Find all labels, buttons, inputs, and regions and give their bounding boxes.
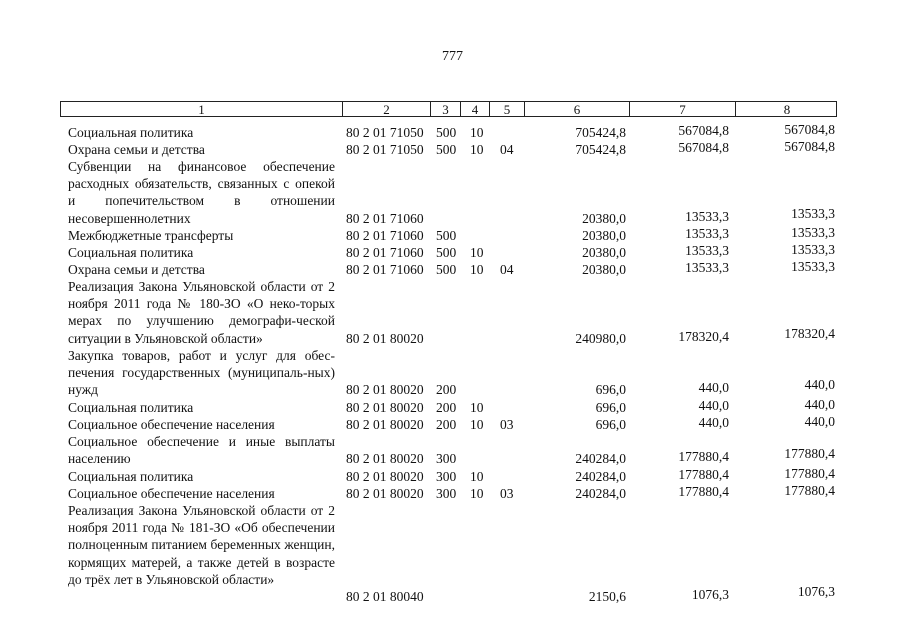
amount-col-8: 13533,3 [791, 242, 835, 257]
row-name: Закупка товаров, работ и услуг для обес-печения государственных (муниципаль-ных) нужд [68, 348, 335, 398]
section-code: 10 [470, 417, 484, 432]
amount-col-7: 13533,3 [685, 226, 729, 241]
row-name: Социальное обеспечение населения [68, 417, 275, 432]
amount-col-6: 705424,8 [575, 142, 626, 157]
section-code: 10 [470, 245, 484, 260]
header-col-4: 4 [460, 102, 489, 116]
section-code: 10 [470, 262, 484, 277]
table-row [0, 416, 905, 433]
expense-type-code: 500 [436, 245, 457, 260]
amount-col-8: 1076,3 [797, 584, 835, 599]
row-name: Субвенции на финансовое обеспечение расходных обязательств, связанных с опекой и попечительством в отношении несовершеннолетних [68, 159, 335, 226]
amount-col-8: 177880,4 [784, 446, 835, 462]
amount-col-6: 696,0 [595, 417, 626, 432]
table-row [0, 158, 905, 227]
expense-type-code: 300 [436, 486, 457, 501]
header-col-7: 7 [629, 102, 735, 116]
table-row [0, 347, 905, 399]
target-article-code: 80 2 01 80020 [346, 486, 424, 501]
target-article-code: 80 2 01 80020 [346, 330, 424, 346]
subsection-code: 04 [500, 142, 514, 157]
amount-col-8: 440,0 [804, 397, 835, 412]
row-name: Межбюджетные трансферты [68, 228, 234, 243]
expense-type-code: 500 [436, 125, 457, 140]
amount-col-6: 696,0 [595, 382, 626, 398]
target-article-code: 80 2 01 80020 [346, 451, 424, 467]
amount-col-6: 20380,0 [582, 262, 626, 277]
amount-col-6: 696,0 [595, 400, 626, 415]
table-row [0, 433, 905, 467]
amount-col-7: 177880,4 [678, 449, 729, 465]
amount-col-7: 177880,4 [678, 467, 729, 482]
subsection-code: 03 [500, 417, 514, 432]
amount-col-7: 13533,3 [685, 260, 729, 275]
row-name: Охрана семьи и детства [68, 142, 205, 157]
row-name: Социальная политика [68, 125, 194, 140]
header-col-1: 1 [198, 102, 205, 117]
header-col-2: 2 [342, 102, 430, 116]
target-article-code: 80 2 01 80020 [346, 400, 424, 415]
target-article-code: 80 2 01 71060 [346, 210, 424, 226]
amount-col-7: 177880,4 [678, 484, 729, 499]
target-article-code: 80 2 01 71060 [346, 245, 424, 260]
section-code: 10 [470, 486, 484, 501]
header-col-5: 5 [489, 102, 524, 116]
target-article-code: 80 2 01 71050 [346, 142, 424, 157]
amount-col-6: 20380,0 [582, 228, 626, 243]
amount-col-7: 567084,8 [678, 140, 729, 155]
table-row [0, 261, 905, 278]
row-name: Социальное обеспечение населения [68, 486, 275, 501]
section-code: 10 [470, 125, 484, 140]
amount-col-7: 440,0 [698, 380, 729, 396]
amount-col-8: 13533,3 [791, 225, 835, 240]
amount-col-7: 13533,3 [685, 243, 729, 258]
row-name: Реализация Закона Ульяновской области от 2 ноября 2011 года № 181-ЗО «Об обеспечении полноценным питанием беременных женщин, кормящих матерей, а также детей в возрасте до трёх лет в Ульяновской области» [68, 503, 335, 587]
row-name: Социальная политика [68, 400, 194, 415]
section-code: 10 [470, 469, 484, 484]
amount-col-7: 178320,4 [678, 328, 729, 344]
amount-col-8: 440,0 [804, 414, 835, 429]
amount-col-6: 240980,0 [575, 330, 626, 346]
target-article-code: 80 2 01 80020 [346, 382, 424, 398]
subsection-code: 04 [500, 262, 514, 277]
header-col-3: 3 [430, 102, 460, 116]
target-article-code: 80 2 01 80020 [346, 469, 424, 484]
amount-col-8: 177880,4 [784, 466, 835, 481]
amount-col-7: 1076,3 [691, 587, 729, 602]
table-row [0, 485, 905, 502]
header-col-8: 8 [735, 102, 838, 116]
amount-col-6: 240284,0 [575, 469, 626, 484]
amount-col-6: 20380,0 [582, 210, 626, 226]
amount-col-8: 440,0 [804, 377, 835, 393]
table-row [0, 141, 905, 158]
target-article-code: 80 2 01 71060 [346, 228, 424, 243]
amount-col-8: 13533,3 [791, 205, 835, 221]
expense-type-code: 500 [436, 142, 457, 157]
amount-col-7: 440,0 [698, 415, 729, 430]
row-name: Реализация Закона Ульяновской области от 2 ноября 2011 года № 180-ЗО «О неко-торых мерах по улучшению демографи-ческой ситуации в Ульяновской области» [68, 279, 335, 346]
expense-type-code: 200 [436, 400, 457, 415]
target-article-code: 80 2 01 71050 [346, 125, 424, 140]
row-name: Социальная политика [68, 469, 194, 484]
row-name: Социальное обеспечение и иные выплаты населению [68, 434, 335, 467]
section-code: 10 [470, 400, 484, 415]
section-code: 10 [470, 142, 484, 157]
row-name: Социальная политика [68, 245, 194, 260]
table-row [0, 278, 905, 347]
amount-col-6: 2150,6 [588, 589, 626, 604]
subsection-code: 03 [500, 486, 514, 501]
expense-type-code: 500 [436, 262, 457, 277]
amount-col-7: 567084,8 [678, 123, 729, 138]
table-row [0, 502, 905, 605]
expense-type-code: 300 [436, 469, 457, 484]
amount-col-6: 20380,0 [582, 245, 626, 260]
expense-type-code: 200 [436, 417, 457, 432]
header-col-6: 6 [524, 102, 629, 116]
amount-col-8: 567084,8 [784, 122, 835, 137]
target-article-code: 80 2 01 80040 [346, 589, 424, 604]
row-name: Охрана семьи и детства [68, 262, 205, 277]
amount-col-8: 13533,3 [791, 259, 835, 274]
expense-type-code: 200 [436, 382, 457, 398]
amount-col-8: 177880,4 [784, 483, 835, 498]
amount-col-8: 567084,8 [784, 139, 835, 154]
expense-type-code: 500 [436, 228, 457, 243]
amount-col-6: 240284,0 [575, 486, 626, 501]
target-article-code: 80 2 01 80020 [346, 417, 424, 432]
amount-col-6: 705424,8 [575, 125, 626, 140]
amount-col-7: 440,0 [698, 398, 729, 413]
target-article-code: 80 2 01 71060 [346, 262, 424, 277]
amount-col-7: 13533,3 [685, 208, 729, 224]
expense-type-code: 300 [436, 451, 457, 467]
amount-col-8: 178320,4 [784, 325, 835, 341]
page-number: 777 [442, 49, 463, 64]
amount-col-6: 240284,0 [575, 451, 626, 467]
